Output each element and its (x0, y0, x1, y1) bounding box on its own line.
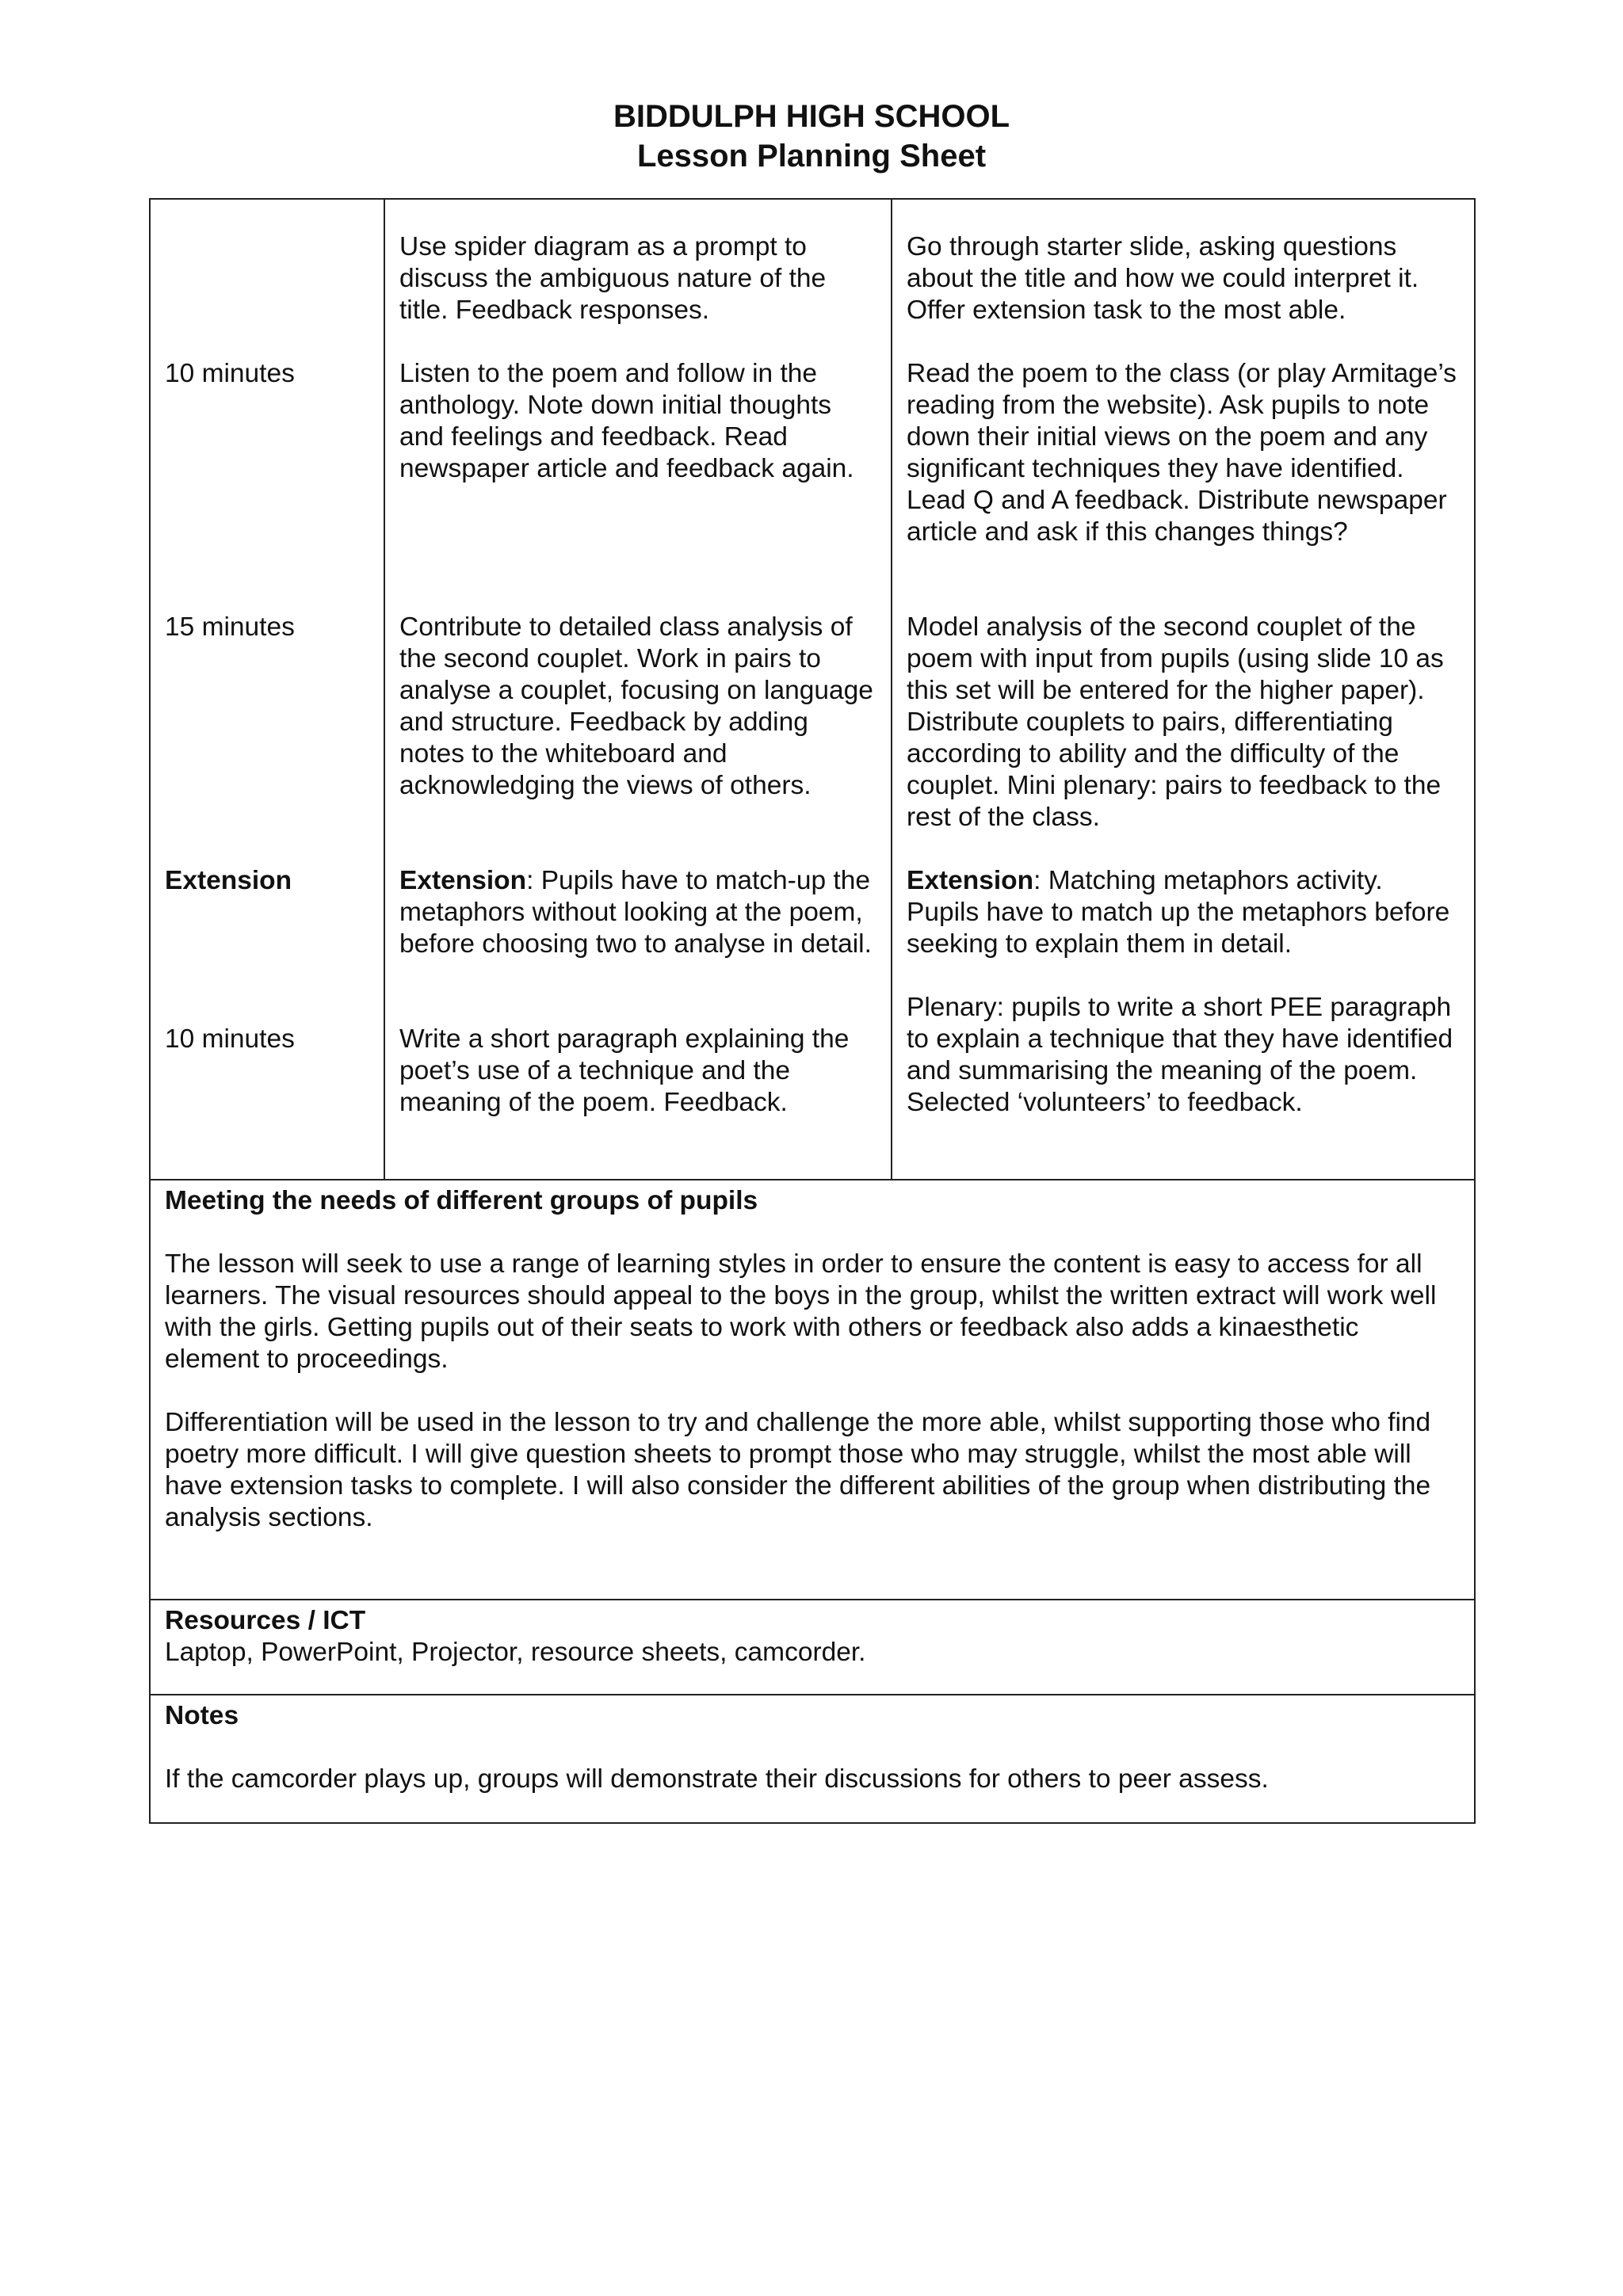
needs-paragraph: Differentiation will be used in the lesson to try and challenge the more able, whilst supporting those who find poetry more difficult. I will give question sheets to prompt those who may struggle, whilst the most able will have extension tasks to complete. I will also consider the different abilities of the group when distributing the analysis sections. (165, 1408, 1431, 1532)
extension-label: Extension (907, 866, 1034, 895)
pupil-activity: Write a short paragraph explaining the poet’s use of a technique and the meaning of the poem. Feedback. (399, 1024, 850, 1117)
pupil-activity: Listen to the poem and follow in the anthology. Note down initial thoughts and feelings and feedback. Read newspaper article and feedback again. (399, 359, 854, 483)
resources-title: Resources / ICT (165, 1606, 366, 1635)
time-label-extension: Extension (165, 866, 292, 895)
lesson-plan-table (149, 198, 1476, 1824)
notes-section (151, 1695, 1474, 1822)
teacher-activity: Read the poem to the class (or play Armitage’s reading from the website). Ask pupils to note down their initial views on the poem and any significant techniques they have identified. Lead Q and A feedback. Distribute newspaper article and ask if this changes things? (907, 359, 1457, 547)
time-label: 10 minutes (165, 1024, 295, 1054)
needs-section (151, 1180, 1474, 1600)
school-name: BIDDULPH HIGH SCHOOL (613, 99, 1010, 134)
plan-row (151, 200, 1474, 1180)
teacher-activity: Plenary: pupils to write a short PEE paragraph to explain a technique that they have identified and summarising the meaning of the poem. Selected ‘volunteers’ to feedback. (907, 993, 1453, 1117)
resources-section (151, 1600, 1474, 1695)
resources-text: Laptop, PowerPoint, Projector, resource sheets, camcorder. (165, 1638, 866, 1667)
sheet-title: Lesson Planning Sheet (636, 139, 987, 174)
extension-label: Extension (399, 866, 527, 895)
extension-text: : Pupils have to match-up the metaphors without looking at the poem, before choosing two to analyse in detail. (399, 866, 872, 959)
teacher-activity-column (892, 200, 1474, 1179)
pupil-activity: Contribute to detailed class analysis of the second couplet. Work in pairs to analyse a couplet, focusing on language and structure. Feedback by adding notes to the whiteboard and acknowledging the views of others. (399, 612, 873, 800)
extension-text: : Matching metaphors activity. Pupils have to match up the metaphors before seeking to explain them in detail. (907, 866, 1450, 959)
time-label: 15 minutes (165, 612, 295, 642)
time-column (151, 200, 385, 1179)
pupil-activity-extension (399, 865, 876, 1024)
needs-title: Meeting the needs of different groups of pupils (165, 1186, 758, 1215)
pupil-activity-column (385, 200, 892, 1179)
teacher-activity: Go through starter slide, asking questions about the title and how we could interpret it. Offer extension task to the most able. (907, 232, 1419, 325)
notes-text: If the camcorder plays up, groups will demonstrate their discussions for others to peer assess. (165, 1764, 1269, 1794)
notes-title: Notes (165, 1701, 239, 1730)
pupil-activity: Use spider diagram as a prompt to discuss the ambiguous nature of the title. Feedback responses. (399, 232, 827, 325)
document-header (0, 97, 1623, 176)
teacher-activity-extension (907, 865, 1460, 992)
teacher-activity: Model analysis of the second couplet of the poem with input from pupils (using slide 10 as this set will be entered for the higher paper). Distribute couplets to pairs, differentiating according to ability and the difficulty of the couplet. Mini plenary: pairs to feedback to the rest of the class. (907, 612, 1444, 832)
needs-paragraph: The lesson will seek to use a range of learning styles in order to ensure the content is easy to access for all learners. The visual resources should appeal to the boys in the group, whilst the written extract will work well with the girls. Getting pupils out of their seats to work with others or feedback also adds a kinaesthetic element to proceedings. (165, 1249, 1437, 1374)
time-label: 10 minutes (165, 359, 295, 388)
